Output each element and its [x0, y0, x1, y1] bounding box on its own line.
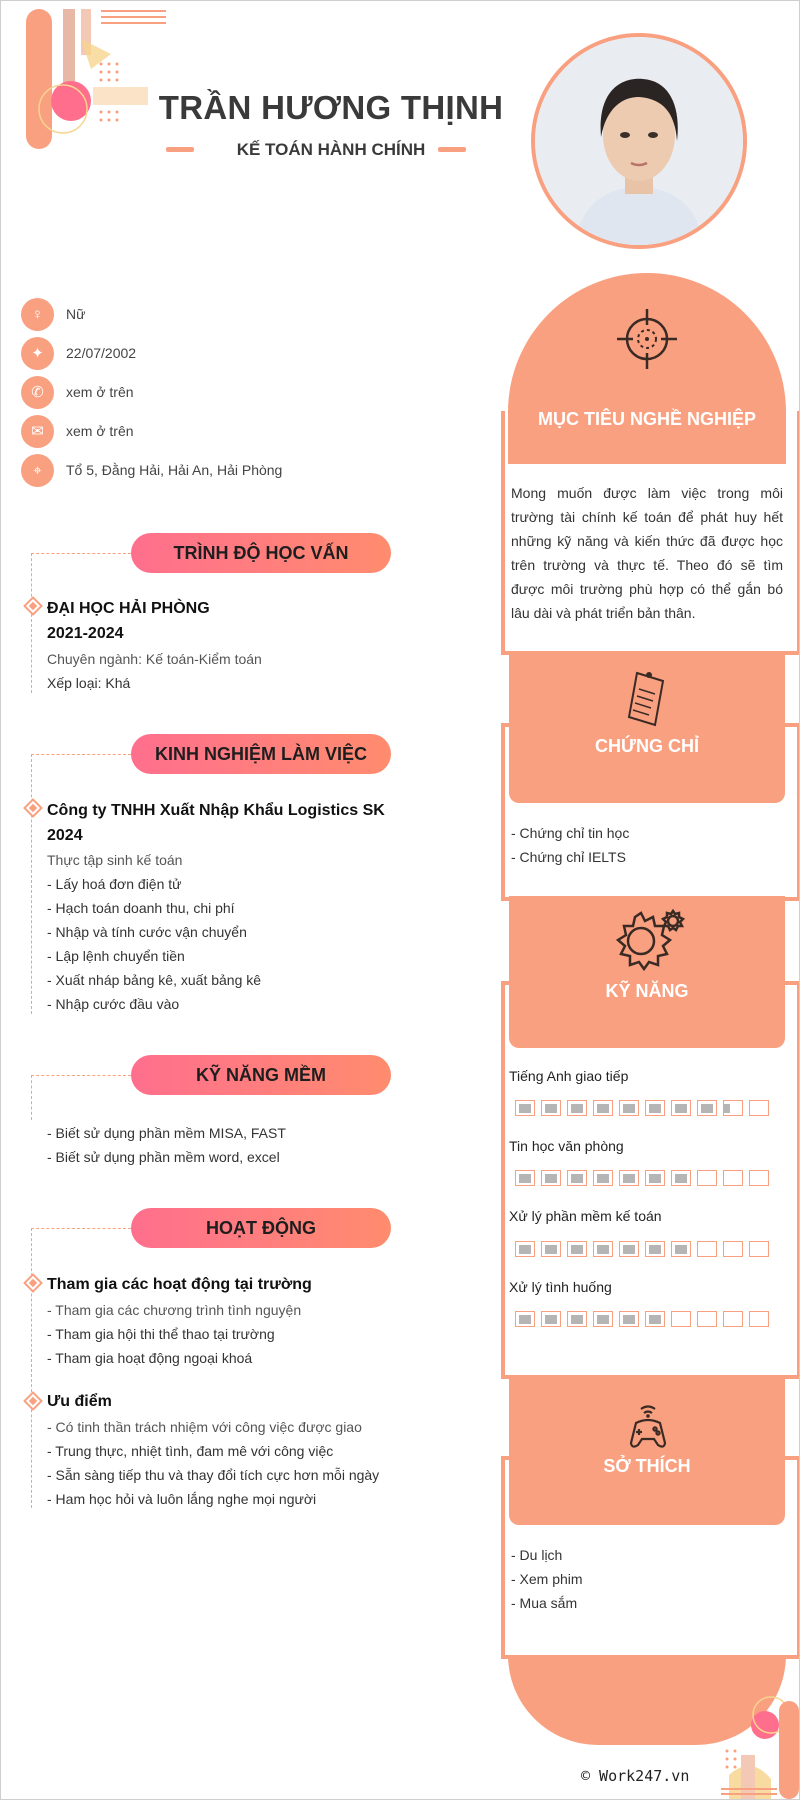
contact-birthday: [21, 336, 136, 370]
section-heading-soft-skills: KỸ NĂNG MỀM: [131, 1055, 391, 1095]
skill-rating-fill: [545, 1315, 557, 1324]
list-item: - Du lịch: [511, 1547, 563, 1563]
skill-rating-box: [723, 1311, 743, 1327]
birthday-cake-icon: ✦: [21, 337, 54, 370]
timeline-connector: [31, 754, 131, 755]
skill-rating-box: [749, 1170, 769, 1186]
list-item: - Biết sử dụng phần mềm MISA, FAST: [47, 1125, 286, 1141]
soft-skills-list: [47, 1121, 286, 1169]
skill-name: Tin học văn phòng: [509, 1138, 624, 1154]
skill-rating-box: [541, 1100, 561, 1116]
skill-rating-box: [645, 1170, 665, 1186]
contact-address-value: Tổ 5, Đằng Hải, Hải An, Hải Phòng: [66, 462, 283, 478]
skill-rating-box: [515, 1170, 535, 1186]
skill-rating-box: [697, 1100, 717, 1116]
skill-rating-box: [645, 1311, 665, 1327]
contact-email-value: xem ở trên: [66, 423, 134, 439]
skill-rating-box: [567, 1170, 587, 1186]
skill-rating: [515, 1170, 769, 1186]
skill-rating-box: [697, 1241, 717, 1257]
avatar-portrait: [535, 37, 743, 245]
skill-rating-box: [723, 1100, 743, 1116]
skill-rating-fill: [623, 1104, 635, 1113]
skill-rating-box: [671, 1241, 691, 1257]
skill-rating-fill: [675, 1104, 687, 1113]
skill-rating-fill: [519, 1174, 531, 1183]
skill-rating-fill: [623, 1174, 635, 1183]
skill-name: Xử lý phần mềm kế toán: [509, 1208, 662, 1224]
contact-phone: [21, 375, 134, 409]
target-icon: [617, 305, 677, 369]
section-heading-certificates: CHỨNG CHỈ: [595, 736, 699, 756]
mail-icon: ✉: [21, 415, 54, 448]
skill-rating-fill: [597, 1315, 609, 1324]
timeline-line: [31, 754, 32, 1014]
strengths-title: Ưu điểm: [47, 1393, 112, 1410]
candidate-name: TRẦN HƯƠNG THỊNH: [158, 89, 504, 126]
section-heading-experience: KINH NGHIỆM LÀM VIỆC: [131, 734, 391, 774]
contact-gender: [21, 297, 85, 331]
education-years: 2021-2024: [47, 625, 124, 642]
skill-rating-fill: [519, 1104, 531, 1113]
skill-rating-fill: [571, 1104, 583, 1113]
skill-name: Tiếng Anh giao tiếp: [509, 1068, 629, 1084]
skill-rating-fill: [623, 1315, 635, 1324]
section-heading-skills: KỸ NĂNG: [605, 981, 689, 1001]
skill-rating-fill: [649, 1104, 661, 1113]
skill-rating-box: [619, 1241, 639, 1257]
activities-group-title: Tham gia các hoạt động tại trường: [47, 1276, 312, 1293]
job-title: KẾ TOÁN HÀNH CHÍNH: [236, 140, 426, 159]
profile-photo: [531, 33, 747, 249]
contact-birthday-value: 22/07/2002: [66, 345, 137, 361]
skill-rating-box: [619, 1100, 639, 1116]
objective-text: Mong muốn được làm việc trong môi trường tài chính kế toán để phát huy hết những kỹ năng và kiến thức đã được học trên trường và thực tế. Theo đó sẽ tìm được môi trường phù hợp có thể gắn bó lâu dài và phát triển bản thân.: [511, 485, 783, 621]
list-item: - Tham gia hội thi thể thao tại trường: [47, 1326, 275, 1342]
list-item: - Lập lệnh chuyển tiền: [47, 948, 185, 964]
skill-rating-fill: [545, 1245, 557, 1254]
skill-rating-box: [619, 1170, 639, 1186]
skill-rating-box: [671, 1100, 691, 1116]
gamepad-icon: [628, 1403, 668, 1451]
list-item: - Lấy hoá đơn điện tử: [47, 876, 182, 892]
contact-gender-value: Nữ: [66, 306, 86, 322]
skill-rating-fill: [571, 1245, 583, 1254]
title-dash-right: [438, 147, 466, 152]
skill-rating-fill: [545, 1104, 557, 1113]
skill-rating-box: [723, 1170, 743, 1186]
list-item: - Ham học hỏi và luôn lắng nghe mọi người: [47, 1491, 317, 1507]
skill-rating-box: [593, 1311, 613, 1327]
strengths-list: [47, 1415, 379, 1511]
certificates-list: [511, 821, 783, 869]
skill-rating: [515, 1311, 769, 1327]
list-item: - Xem phim: [511, 1571, 583, 1587]
timeline-marker: [23, 596, 43, 616]
timeline-line: [31, 1228, 32, 1508]
skill-rating-fill: [597, 1174, 609, 1183]
skill-rating-fill: [724, 1104, 730, 1113]
contact-email: [21, 414, 134, 448]
section-heading-education: TRÌNH ĐỘ HỌC VẤN: [131, 533, 391, 573]
skill-rating-box: [749, 1241, 769, 1257]
list-item: - Chứng chỉ IELTS: [511, 849, 626, 865]
company-name: Công ty TNHH Xuất Nhập Khẩu Logistics SK: [47, 802, 385, 819]
skill-rating-box: [567, 1241, 587, 1257]
skill-rating-fill: [649, 1245, 661, 1254]
hobbies-list: [511, 1543, 783, 1615]
skill-rating-box: [749, 1100, 769, 1116]
skill-rating-fill: [519, 1315, 531, 1324]
contact-address: [21, 453, 282, 487]
skill-rating-box: [593, 1100, 613, 1116]
footer-copyright: © Work247.vn: [581, 1767, 690, 1785]
title-dash-left: [166, 147, 194, 152]
phone-icon: ✆: [21, 376, 54, 409]
skill-rating-fill: [649, 1174, 661, 1183]
school-name: ĐẠI HỌC HẢI PHÒNG: [47, 600, 210, 617]
skill-rating: [515, 1100, 769, 1116]
skill-rating-fill: [571, 1174, 583, 1183]
section-heading-hobbies: SỞ THÍCH: [603, 1456, 691, 1476]
experience-role: Thực tập sinh kế toán: [47, 852, 183, 868]
timeline-connector: [31, 553, 131, 554]
timeline-connector: [31, 1228, 131, 1229]
skill-rating-box: [593, 1170, 613, 1186]
list-item: - Sẵn sàng tiếp thu và thay đổi tích cực hơn mỗi ngày: [47, 1467, 380, 1483]
timeline-marker: [23, 1273, 43, 1293]
experience-tasks: [47, 872, 261, 1016]
decorative-shapes-bottom: [721, 1691, 799, 1799]
gender-icon: ♀: [21, 298, 54, 331]
list-item: - Nhập và tính cước vận chuyển: [47, 924, 247, 940]
skill-rating-fill: [519, 1245, 531, 1254]
skill-rating-fill: [623, 1245, 635, 1254]
list-item: - Tham gia các chương trình tình nguyện: [47, 1302, 302, 1318]
timeline-line: [31, 1075, 32, 1120]
section-heading-activities: HOẠT ĐỘNG: [131, 1208, 391, 1248]
skill-rating-fill: [545, 1174, 557, 1183]
skill-rating-box: [645, 1100, 665, 1116]
activities-group-list: [47, 1298, 301, 1370]
skill-rating-box: [697, 1170, 717, 1186]
skill-rating-box: [541, 1170, 561, 1186]
map-pin-icon: ⌖: [21, 454, 54, 487]
list-item: - Nhập cước đầu vào: [47, 996, 180, 1012]
skill-rating-box: [671, 1311, 691, 1327]
skill-rating-fill: [701, 1104, 713, 1113]
skill-rating-fill: [571, 1315, 583, 1324]
skill-rating-box: [541, 1311, 561, 1327]
skill-rating-box: [515, 1311, 535, 1327]
list-item: - Trung thực, nhiệt tình, đam mê với công việc: [47, 1443, 334, 1459]
skill-rating-box: [515, 1100, 535, 1116]
section-heading-objective: MỤC TIÊU NGHỀ NGHIỆP: [537, 409, 756, 429]
skill-rating-fill: [649, 1315, 661, 1324]
timeline-marker: [23, 798, 43, 818]
skill-rating-box: [619, 1311, 639, 1327]
skill-rating: [515, 1241, 769, 1257]
list-item: - Hạch toán doanh thu, chi phí: [47, 900, 235, 916]
skill-rating-fill: [675, 1245, 687, 1254]
list-item: - Xuất nháp bảng kê, xuất bảng kê: [47, 972, 262, 988]
timeline-marker: [23, 1391, 43, 1411]
clipboard-icon: [627, 669, 667, 727]
skill-rating-box: [541, 1241, 561, 1257]
education-rank: Xếp loại: Khá: [47, 675, 131, 691]
decorative-shapes-top: [21, 9, 171, 154]
skill-rating-fill: [597, 1245, 609, 1254]
gear-icon: [609, 903, 689, 975]
skill-rating-box: [723, 1241, 743, 1257]
education-major: Chuyên ngành: Kế toán-Kiểm toán: [47, 651, 262, 667]
timeline-line: [31, 553, 32, 693]
skill-rating-box: [567, 1311, 587, 1327]
skill-rating-fill: [675, 1174, 687, 1183]
list-item: - Biết sử dụng phần mềm word, excel: [47, 1149, 280, 1165]
skill-rating-box: [697, 1311, 717, 1327]
skill-rating-box: [567, 1100, 587, 1116]
contact-phone-value: xem ở trên: [66, 384, 134, 400]
list-item: - Mua sắm: [511, 1595, 578, 1611]
experience-year: 2024: [47, 827, 83, 844]
skill-rating-fill: [597, 1104, 609, 1113]
skill-name: Xử lý tình huống: [509, 1279, 612, 1295]
skill-rating-box: [515, 1241, 535, 1257]
skill-rating-box: [645, 1241, 665, 1257]
skill-rating-box: [749, 1311, 769, 1327]
skill-rating-box: [671, 1170, 691, 1186]
timeline-connector: [31, 1075, 131, 1076]
skill-rating-box: [593, 1241, 613, 1257]
list-item: - Có tinh thần trách nhiệm với công việc được giao: [47, 1419, 362, 1435]
list-item: - Chứng chỉ tin học: [511, 825, 630, 841]
list-item: - Tham gia hoạt động ngoại khoá: [47, 1350, 253, 1366]
